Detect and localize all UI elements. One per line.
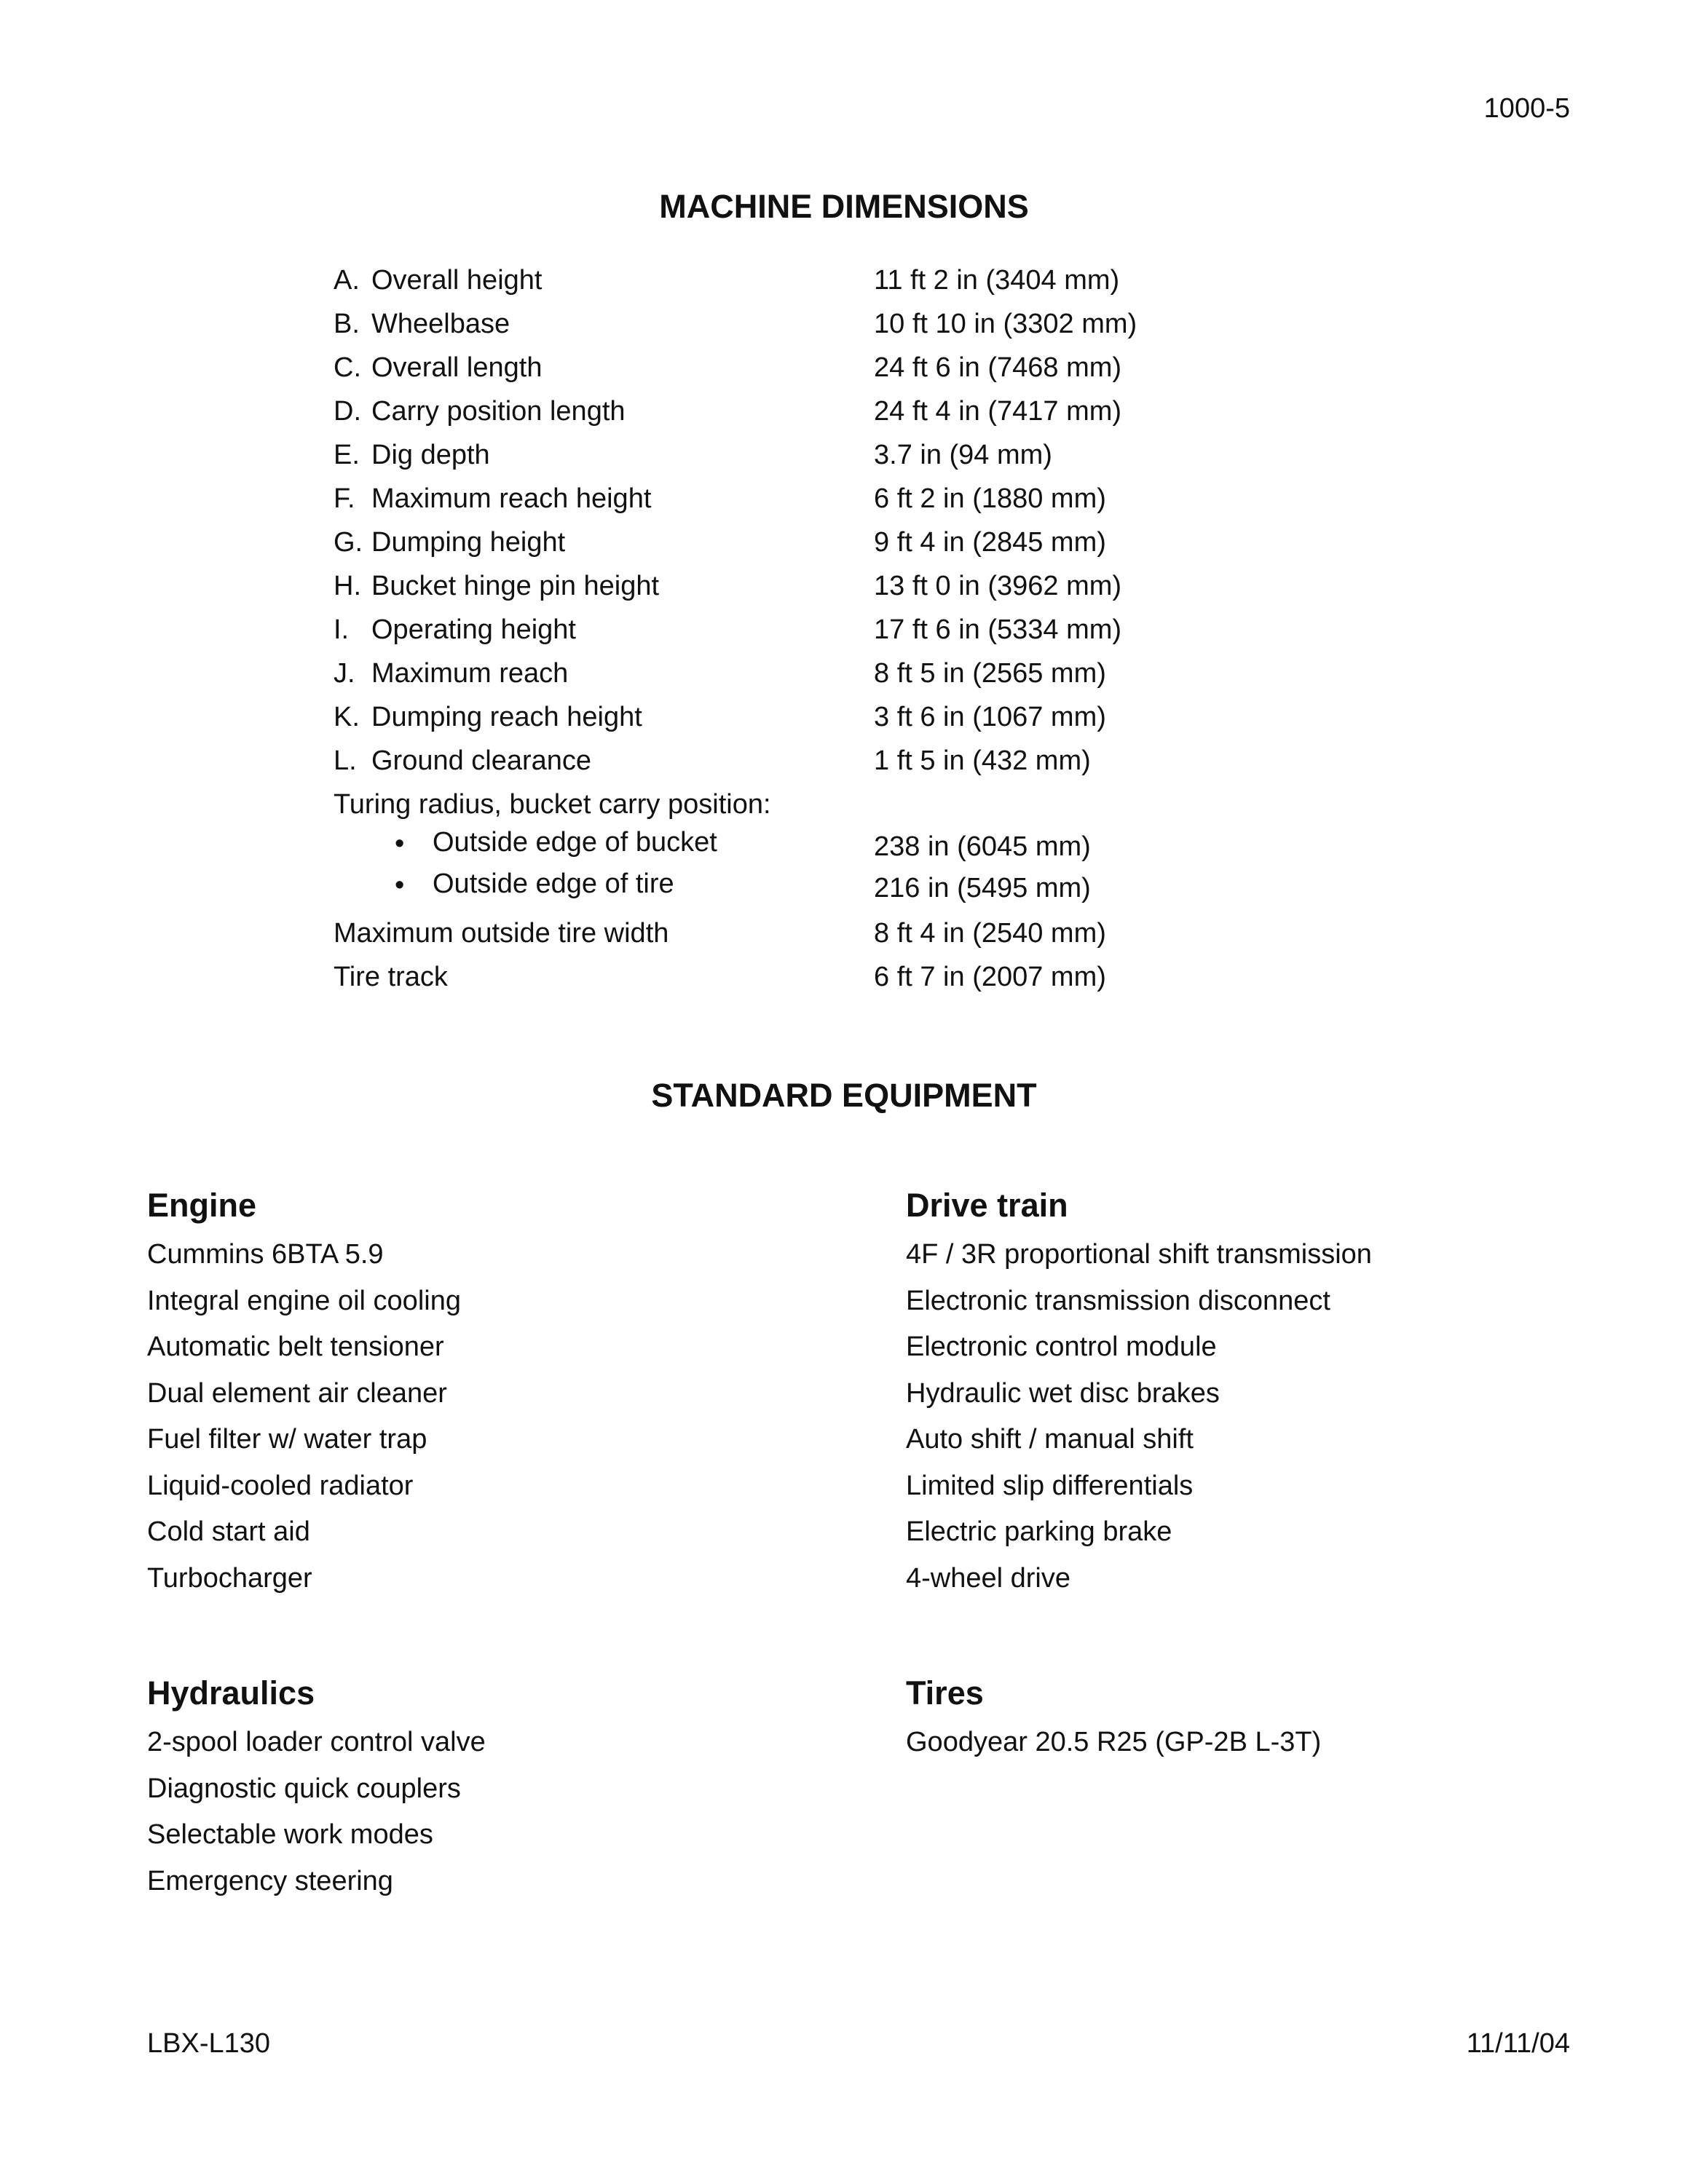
footer-date: 11/11/04 [1466, 2028, 1570, 2059]
turning-radius-item-label: Outside edge of tire [433, 869, 674, 899]
dimension-label: Dumping reach height [371, 702, 642, 732]
dimension-letter: L. [334, 745, 357, 776]
dimension-value: 9 ft 4 in (2845 mm) [874, 527, 1106, 558]
dimension-value: 24 ft 6 in (7468 mm) [874, 352, 1122, 383]
dimension-label: Ground clearance [371, 745, 592, 776]
list-item: 4F / 3R proportional shift transmission [906, 1239, 1372, 1270]
dimension-letter: E. [334, 440, 360, 470]
list-item: Cold start aid [147, 1516, 310, 1547]
list-item: Electronic transmission disconnect [906, 1285, 1330, 1316]
bullet-marker: • [395, 870, 405, 901]
dimension-letter: A. [334, 265, 360, 296]
dimension-label: Bucket hinge pin height [371, 571, 660, 601]
turning-radius-label: Turing radius, bucket carry position: [334, 789, 771, 820]
dimension-letter: G. [334, 527, 363, 558]
footer-model: LBX-L130 [147, 2028, 271, 2059]
dimension-value: 11 ft 2 in (3404 mm) [874, 265, 1120, 296]
dimension-label: Overall height [371, 265, 543, 296]
dimension-label: Dumping height [371, 527, 566, 558]
dimension-label: Maximum outside tire width [334, 918, 669, 949]
dimension-row [334, 439, 1280, 483]
dimension-label: Maximum reach [371, 658, 569, 689]
standard-equipment-title: STANDARD EQUIPMENT [651, 1077, 1037, 1114]
dimension-row [334, 308, 1280, 352]
dimension-letter: H. [334, 571, 361, 601]
dimension-label: Maximum reach height [371, 483, 652, 514]
turning-radius-heading-row [334, 788, 1280, 828]
dimension-row [334, 745, 1280, 788]
dimension-letter: F. [334, 483, 355, 514]
list-item: Limited slip differentials [906, 1470, 1194, 1501]
tires-title: Tires [906, 1674, 984, 1712]
hydraulics-section [147, 1671, 486, 1909]
dimension-value: 10 ft 10 in (3302 mm) [874, 309, 1137, 339]
list-item: Turbocharger [147, 1562, 312, 1594]
dimension-value: 24 ft 4 in (7417 mm) [874, 396, 1122, 427]
dimension-row [334, 352, 1280, 395]
dimension-row [334, 570, 1280, 614]
dimension-label: Carry position length [371, 396, 626, 427]
dimension-row [334, 526, 1280, 570]
list-item: 2-spool loader control valve [147, 1727, 486, 1757]
machine-dimensions-title: MACHINE DIMENSIONS [659, 188, 1029, 225]
dimension-value: 3.7 in (94 mm) [874, 440, 1052, 470]
list-item: 4-wheel drive [906, 1562, 1070, 1594]
engine-section [147, 1184, 461, 1606]
machine-dimensions-list [334, 264, 1280, 1005]
turning-radius-item [334, 869, 1280, 917]
dimension-label: Dig depth [371, 440, 490, 470]
dimension-value: 6 ft 2 in (1880 mm) [874, 483, 1106, 514]
dimension-letter: I. [334, 614, 350, 645]
turning-radius-item [334, 828, 1280, 869]
list-item: Liquid-cooled radiator [147, 1470, 414, 1501]
dimension-row [334, 961, 1280, 1005]
dimension-letter: C. [334, 352, 361, 383]
dimension-value: 8 ft 5 in (2565 mm) [874, 658, 1106, 689]
page-number: 1000-5 [1483, 93, 1570, 124]
hydraulics-title: Hydraulics [147, 1674, 315, 1712]
list-item: Hydraulic wet disc brakes [906, 1377, 1220, 1409]
dimension-letter: K. [334, 702, 360, 732]
list-item: Auto shift / manual shift [906, 1424, 1194, 1455]
dimension-label: Operating height [371, 614, 576, 645]
dimension-value: 1 ft 5 in (432 mm) [874, 745, 1091, 776]
dimension-label: Tire track [334, 962, 448, 992]
dimension-row [334, 657, 1280, 701]
engine-title: Engine [147, 1187, 257, 1224]
tires-section [906, 1671, 1321, 1770]
dimension-letter: B. [334, 309, 360, 339]
list-item: Goodyear 20.5 R25 (GP-2B L-3T) [906, 1727, 1322, 1757]
list-item: Integral engine oil cooling [147, 1285, 461, 1316]
dimension-value: 8 ft 4 in (2540 mm) [874, 918, 1106, 949]
list-item: Automatic belt tensioner [147, 1332, 444, 1362]
bullet-marker: • [395, 828, 405, 859]
dimension-letter: D. [334, 396, 361, 427]
dimension-value: 6 ft 7 in (2007 mm) [874, 962, 1106, 992]
dimension-row [334, 395, 1280, 439]
dimension-value: 3 ft 6 in (1067 mm) [874, 702, 1106, 732]
list-item: Selectable work modes [147, 1819, 433, 1850]
dimension-letter: J. [334, 658, 355, 689]
turning-radius-item-value: 216 in (5495 mm) [874, 873, 1091, 903]
list-item: Electric parking brake [906, 1516, 1172, 1547]
dimension-row [334, 917, 1280, 961]
turning-radius-item-value: 238 in (6045 mm) [874, 831, 1091, 862]
list-item: Dual element air cleaner [147, 1377, 447, 1409]
dimension-row [334, 701, 1280, 745]
dimension-value: 17 ft 6 in (5334 mm) [874, 614, 1122, 645]
list-item: Electronic control module [906, 1332, 1217, 1362]
turning-radius-item-label: Outside edge of bucket [433, 827, 717, 858]
drive-train-title: Drive train [906, 1187, 1068, 1224]
dimension-label: Overall length [371, 352, 543, 383]
list-item: Diagnostic quick couplers [147, 1773, 461, 1804]
list-item: Cummins 6BTA 5.9 [147, 1239, 384, 1270]
drive-train-section [906, 1184, 1372, 1606]
dimension-label: Wheelbase [371, 309, 510, 339]
dimension-row [334, 483, 1280, 526]
list-item: Fuel filter w/ water trap [147, 1424, 427, 1455]
dimension-row [334, 264, 1280, 308]
dimension-value: 13 ft 0 in (3962 mm) [874, 571, 1122, 601]
dimension-row [334, 614, 1280, 657]
list-item: Emergency steering [147, 1865, 393, 1896]
